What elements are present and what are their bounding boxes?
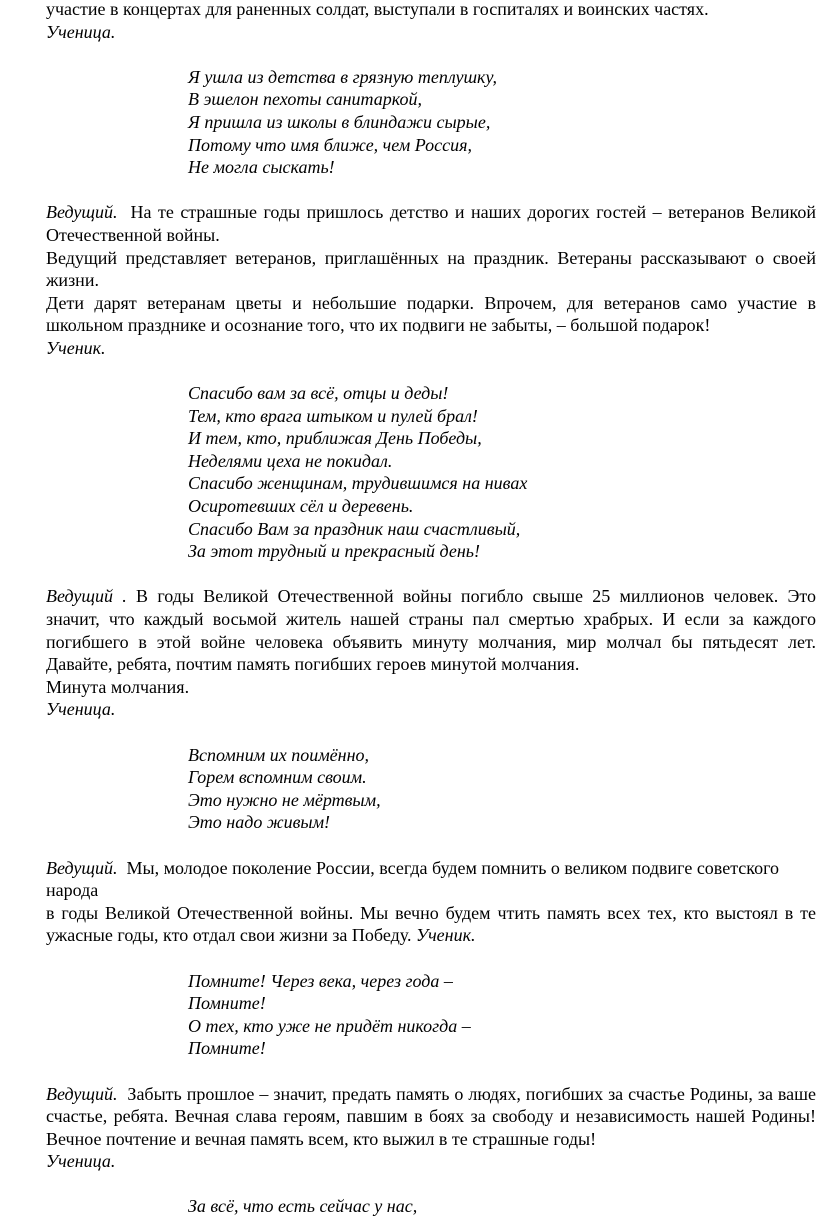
verse-line: За всё, что есть сейчас у нас, <box>188 1196 418 1217</box>
verse-line: Это нужно не мёртвым, <box>188 789 381 810</box>
paragraph-minute-of-silence: Ведущий . В годы Великой Отечественной войны погибло свыше 25 миллионов человек. Это значит, что каждый восьмой житель нашей страны пал смертью храбрых. И если за каждого погибшего в этой войне человека объявить минуту молчания, мир молчал бы пятьдесят лет. Давайте, ребята, почтим память погибших героев минутой молчания. <box>46 586 816 675</box>
poem-3 <box>0 744 816 834</box>
verse-line: Потому что имя ближе, чем Россия, <box>188 134 472 155</box>
verse-line: Помните! <box>188 993 266 1014</box>
paragraph-young-generation: Ведущий. Мы, молодое поколение России, всегда будем помнить о великом подвиге советского народа <box>46 857 780 901</box>
paragraph-gifts: Дети дарят ветеранам цветы и небольшие подарки. Впрочем, для ветеранов само участие в школьном празднике и осознание того, что их подвиги не забыты, – большой подарок! <box>46 292 816 336</box>
paragraph-host-veterans: Ведущий. На те страшные годы пришлось детство и наших дорогих гостей – ветеранов Великой Отечественной войны. <box>46 202 816 245</box>
verse-line: Я ушла из детства в грязную теплушку, <box>188 66 498 87</box>
verse-line: Помните! Через века, через года – <box>188 970 453 991</box>
paragraph-concerts: участие в концертах для раненных солдат, выступали в госпиталях и воинских частях. <box>46 0 709 19</box>
speaker-host: Ведущий. <box>46 857 118 878</box>
poem-1 <box>0 66 816 179</box>
paragraph-victory-memory: в годы Великой Отечественной войны. Мы вечно будем чтить память всех тех, кто выстоял в те ужасные годы, кто отдал свои жизни за Победу. Ученик. <box>46 902 816 946</box>
stage-direction: Минута молчания. <box>46 676 190 697</box>
poem-5 <box>0 1195 816 1218</box>
speaker-student-boy: Ученик. <box>415 925 476 946</box>
speaker-host: Ведущий . <box>46 586 127 607</box>
verse-line: И тем, кто, приближая День Победы, <box>188 428 482 449</box>
speaker-student-girl: Ученица. <box>46 1151 116 1172</box>
paragraph-host-presents: Ведущий представляет ветеранов, приглашённых на праздник. Ветераны рассказывают о своей жизни. <box>46 247 816 291</box>
paragraph-eternal-glory: Ведущий. Забыть прошлое – значит, предать память о людях, погибших за счастье Родины, за ваше счастье, ребята. Вечная слава героям, павшим в боях за свободу и независимость нашей Родины! Вечное почтение и вечная память всем, кто выжил в те страшные годы! <box>46 1083 816 1149</box>
verse-line: Это надо живым! <box>188 812 331 833</box>
speaker-host: Ведущий. <box>46 1083 118 1104</box>
poem-2 <box>0 382 816 563</box>
verse-line: Спасибо Вам за праздник наш счастливый, <box>188 518 521 539</box>
speaker-student-girl: Ученица. <box>46 21 116 42</box>
speaker-student-boy: Ученик. <box>46 337 106 358</box>
verse-line: О тех, кто уже не придёт никогда – <box>188 1015 471 1036</box>
verse-line: Тем, кто врага штыком и пулей брал! <box>188 405 478 426</box>
verse-line: Осиротевших сёл и деревень. <box>188 496 414 517</box>
verse-line: Помните! <box>188 1038 266 1059</box>
poem-4 <box>0 970 816 1060</box>
verse-line: В эшелон пехоты санитаркой, <box>188 89 422 110</box>
verse-line: Неделями цеха не покидал. <box>188 450 393 471</box>
verse-line: Горем вспомним своим. <box>188 767 367 788</box>
verse-line: Вспомним их поимённо, <box>188 744 370 765</box>
verse-line: За этот трудный и прекрасный день! <box>188 541 480 562</box>
verse-line: Спасибо женщинам, трудившимся на нивах <box>188 473 528 494</box>
verse-line: Не могла сыскать! <box>188 157 335 178</box>
verse-line: Спасибо вам за всё, отцы и деды! <box>188 383 449 404</box>
verse-line: Я пришла из школы в блиндажи сырые, <box>188 111 491 132</box>
speaker-host: Ведущий. <box>46 202 118 223</box>
speaker-student-girl: Ученица. <box>46 699 116 720</box>
